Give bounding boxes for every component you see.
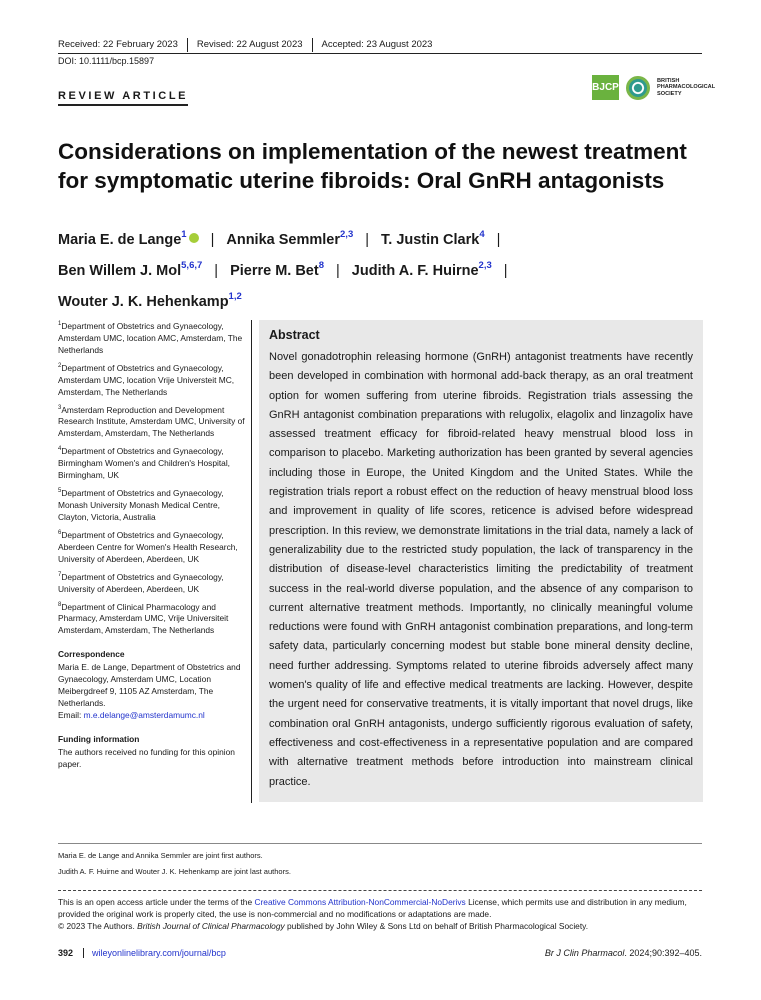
affiliation: $^2$Department of Obstetrics and Gynaecology, Amsterdam UMC, location Vrije Universteit MC, Amsterdam, The Netherlands bbox=[58, 362, 235, 397]
header-rule bbox=[58, 53, 702, 54]
author[interactable]: Wouter J. K. Hehenkamp$^{1,2}$ bbox=[58, 291, 242, 310]
cc-license-link[interactable]: Creative Commons Attribution-NonCommercial-NoDerivs bbox=[254, 897, 466, 907]
affiliation: $^3$Amsterdam Reproduction and Development Research Institute, Amsterdam UMC, University of Amsterdam, Amsterdam, The Netherlands bbox=[58, 404, 245, 439]
email-link[interactable]: m.e.delange@amsterdamumc.nl bbox=[83, 710, 205, 721]
author-list: Maria E. de Lange$^1$ | Annika Semmler$^{2,3}$ | T. Justin Clark$^4$ | Ben Willem J. Mol$^{5,6,7}$ | Pierre M. Bet$^8$ | Judith A. F. Huirne$^{2,3}$ | Wouter J. K. Hehenkamp$^{1,2}$ bbox=[58, 229, 508, 310]
received-date: Received: 22 February 2023 bbox=[58, 38, 188, 52]
joint-first-note: Maria E. de Lange and Annika Semmler are joint first authors. bbox=[58, 851, 263, 860]
correspondence-email: Email: m.e.delange@amsterdamumc.nl bbox=[58, 710, 205, 721]
affiliation: $^6$Department of Obstetrics and Gynaecology, Aberdeen Centre for Women's Health Research, University of Aberdeen, Aberdeen, UK bbox=[58, 529, 238, 564]
journal-logos bbox=[592, 75, 716, 100]
author[interactable]: Ben Willem J. Mol$^{5,6,7}$ bbox=[58, 260, 203, 279]
affiliation: $^7$Department of Obstetrics and Gynaecology, University of Aberdeen, Aberdeen, UK bbox=[58, 571, 224, 594]
revised-date: Revised: 22 August 2023 bbox=[188, 38, 313, 52]
bjcp-logo: BJCP bbox=[592, 75, 619, 100]
author[interactable]: Maria E. de Lange$^1$ bbox=[58, 232, 199, 248]
abstract-text: Novel gonadotrophin releasing hormone (GnRH) antagonist treatments have recently been developed in combination with hormonal add-back therapy, as an oral treatment option for women suffering from uterine fibroids. Registration trials assessing the GnRH antagonist combination preparations with relugolix, elagolix and linzagolix have assessed treatment efficacy for fibroid-related heavy menstrual blood loss in comparison to placebo. Marketing authorization has been granted by several agencies including those in Europe, the United Kingdom and the United States. While the registration trials report a robust effect on the reduction of heavy menstrual blood loss and improvement in quality of life scores, reticence is advised before widespread prescription. In this review, we demonstrate limitations in the trial data, namely a lack of generalizability due to the restricted study population, the lack of transparency in the distribution of disease-level characteristics limiting the predictability of treatment success in the real-world diverse population, and the absence of any comparison to current alternative treatment methods. Importantly, no clinically meaningful volume reductions were found with GnRH antagonist combination preparations, and long-term safety data, particularly concerning modest but stable bone mineral density decline, need further addressing. Symptoms related to uterine fibroids adversely affect many women's quality of life and effective medical treatments are lacking. However, despite the urgent need for conservative treatments, it is vitally important that novel drugs, like combination oral GnRH antagonists, undergo sufficiently rigorous evaluation of safety, effectiveness and cost-effectiveness in a representative population and are compared with alternative treatment methods before introduction into mainstream clinical practice. bbox=[269, 351, 693, 788]
author[interactable]: Judith A. F. Huirne$^{2,3}$ bbox=[351, 260, 492, 279]
page-footer bbox=[58, 948, 702, 958]
citation: Br J Clin Pharmacol. 2024;90:392–405. bbox=[544, 948, 702, 958]
author[interactable]: Annika Semmler$^{2,3}$ bbox=[226, 229, 354, 248]
accepted-date: Accepted: 23 August 2023 bbox=[321, 39, 433, 50]
author[interactable]: T. Justin Clark$^4$ bbox=[381, 229, 485, 248]
column-divider bbox=[251, 320, 252, 803]
journal-url-link[interactable]: wileyonlinelibrary.com/journal/bcp bbox=[92, 948, 226, 958]
affiliation: $^1$Department of Obstetrics and Gynaecology, Amsterdam UMC, location AMC, Amsterdam, The Netherlands bbox=[58, 320, 243, 355]
license-divider bbox=[58, 890, 702, 891]
funding-text: The authors received no funding for this opinion paper. bbox=[58, 747, 235, 770]
abstract-heading: Abstract bbox=[269, 328, 320, 342]
correspondence-text: Maria E. de Lange, Department of Obstetrics and Gynaecology, Amsterdam UMC, Location Meibergdreef 9, 1105 AZ Amsterdam, The Netherlands. bbox=[58, 662, 241, 709]
affiliation: $^8$Department of Clinical Pharmacology and Pharmacy, Amsterdam UMC, Vrije Universiteit Amsterdam, Amsterdam, The Netherlands bbox=[58, 601, 229, 636]
affiliation: $^4$Department of Obstetrics and Gynaecology, Birmingham Women's and Children's Hospital, Birmingham, UK bbox=[58, 446, 231, 481]
bps-logo-icon bbox=[626, 76, 650, 100]
article-type: REVIEW ARTICLE bbox=[58, 90, 188, 106]
correspondence-heading: Correspondence bbox=[58, 649, 125, 660]
notes-rule bbox=[58, 843, 702, 844]
bps-logo-text: BRITISH PHARMACOLOGICAL SOCIETY bbox=[657, 77, 716, 97]
funding-heading: Funding information bbox=[58, 734, 140, 745]
affiliation: $^5$Department of Obstetrics and Gynaecology, Monash University Monash Medical Centre, Clayton, Victoria, Australia bbox=[58, 487, 224, 522]
affiliations-column bbox=[58, 318, 246, 774]
license-text: This is an open access article under the terms of the Creative Commons Attribution-NonCommercial-NoDerivs License, which permits use and distribution in any medium, provided the original work is properly cited, the use is non-commercial and no modifications or adaptations are made. © 2023 The Authors. British Journal of Clinical Pharmacology published by John Wiley & Sons Ltd on behalf of British Pharmacological Society. bbox=[58, 897, 687, 931]
author[interactable]: Pierre M. Bet$^8$ bbox=[230, 260, 325, 279]
article-dates bbox=[58, 38, 441, 52]
doi[interactable]: DOI: 10.1111/bcp.15897 bbox=[58, 56, 155, 66]
page-number: 392 bbox=[58, 948, 84, 958]
orcid-icon[interactable] bbox=[189, 233, 199, 243]
article-title: Considerations on implementation of the newest treatment for symptomatic uterine fibroids: Oral GnRH antagonists bbox=[58, 139, 687, 193]
joint-last-note: Judith A. F. Huirne and Wouter J. K. Hehenkamp are joint last authors. bbox=[58, 867, 291, 876]
abstract-box bbox=[259, 320, 703, 802]
